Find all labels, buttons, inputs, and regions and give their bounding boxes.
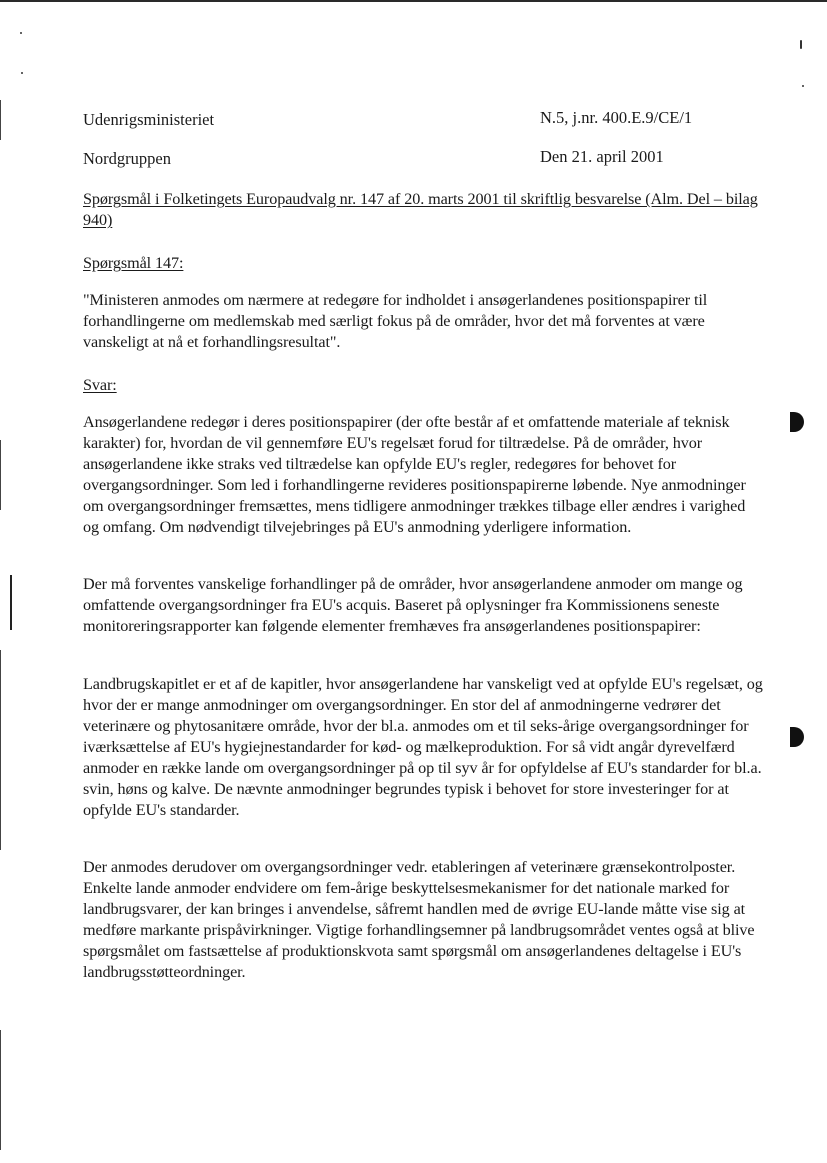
- answer-heading: Svar:: [83, 376, 117, 394]
- scan-speck: [802, 85, 804, 87]
- hole-punch-mark: [790, 727, 804, 747]
- answer-paragraph: Landbrugskapitlet er et af de kapitler, hvor ansøgerlandene har vanskeligt ved at opfylde EU's regelsæt, og hvor der er mange anmodninger om overgangsordninger. En stor del af anmodningerne vedrører det veterinære og phytosanitære område, hvor der bl.a. anmodes om et til seks-årige overgangsordninger for iværksættelse af EU's hygiejnestandarder for kød- og mælkeproduktion. For så vidt angår dyrevelfærd anmoder en række lande om overgangsordninger på op til syv år for opfyldelse af EU's standarder for bl.a. svin, høns og kalve. De nævnte anmodninger begrundes typisk i behovet for store investeringer for at opfylde EU's standarder.: [83, 675, 763, 819]
- ministry-name: Udenrigsministeriet: [83, 110, 215, 129]
- reference-number: N.5, j.nr. 400.E.9/CE/1: [540, 108, 693, 127]
- scan-speck: [800, 40, 802, 49]
- subject-line: Spørgsmål i Folketingets Europaudvalg nr. 147 af 20. marts 2001 til skriftlig besvarelse (Alm. Del – bilag 940): [83, 190, 758, 229]
- department-name: Nordgruppen: [83, 149, 171, 168]
- answer-paragraph: Ansøgerlandene redegør i deres positionspapirer (der ofte består af et omfattende materiale af teknisk karakter) for, hvordan de vil gennemføre EU's regelsæt forud for tiltrædelse. På de områder, hvor ansøgerlandene ikke straks ved tiltrædelse kan opfylde EU's regler, redegøres for behovet for overgangsordninger. Som led i forhandlingerne revideres positionspapirerne løbende. Nye anmodninger om overgangsordninger fremsættes, mens tidligere anmodninger trækkes tilbage eller ændres i varighed og omfang. Om nødvendigt tilvejebringes på EU's anmodning yderligere information.: [83, 413, 746, 536]
- answer-paragraph: Der anmodes derudover om overgangsordninger vedr. etableringen af veterinære grænsekontrolposter. Enkelte lande anmoder endvidere om fem-årige beskyttelsesmekanismer for det nationale marked for landbrugsvarer, der kan bringes i anvendelse, såfremt handlen med de øvrige EU-lande måtte vise sig at medføre markante prispåvirkninger. Vigtige forhandlingsemner på landbrugsområdet ventes også at blive spørgsmålet om fastsættelse af produktionskvota samt spørgsmål om ansøgerlandenes deltagelse i EU's landbrugsstøtteordninger.: [83, 858, 755, 981]
- scan-left-edge-mark: [0, 100, 1, 140]
- question-text: "Ministeren anmodes om nærmere at redegøre for indholdet i ansøgerlandenes positionspapirer til forhandlingerne om medlemskab med særligt fokus på de områder, hvor det må forventes at være vanskeligt at nå et forhandlingsresultat".: [83, 291, 708, 351]
- question-heading: Spørgsmål 147:: [83, 254, 184, 272]
- hole-punch-mark: [790, 412, 804, 432]
- scan-left-edge-mark: [0, 1030, 1, 1150]
- scan-left-edge-mark: [0, 440, 1, 510]
- document-date: Den 21. april 2001: [540, 147, 664, 166]
- scan-speck: [21, 72, 23, 74]
- scan-left-edge-mark: [0, 650, 1, 850]
- scan-top-edge: [0, 0, 827, 2]
- scan-left-edge-mark: [10, 575, 12, 630]
- scan-speck: [20, 32, 22, 34]
- answer-paragraph: Der må forventes vanskelige forhandlinger på de områder, hvor ansøgerlandene anmoder om mange og omfattende overgangsordninger fra EU's acquis. Baseret på oplysninger fra Kommissionens seneste monitoreringsrapporter kan følgende elementer fremhæves fra ansøgerlandenes positionspapirer:: [83, 575, 743, 635]
